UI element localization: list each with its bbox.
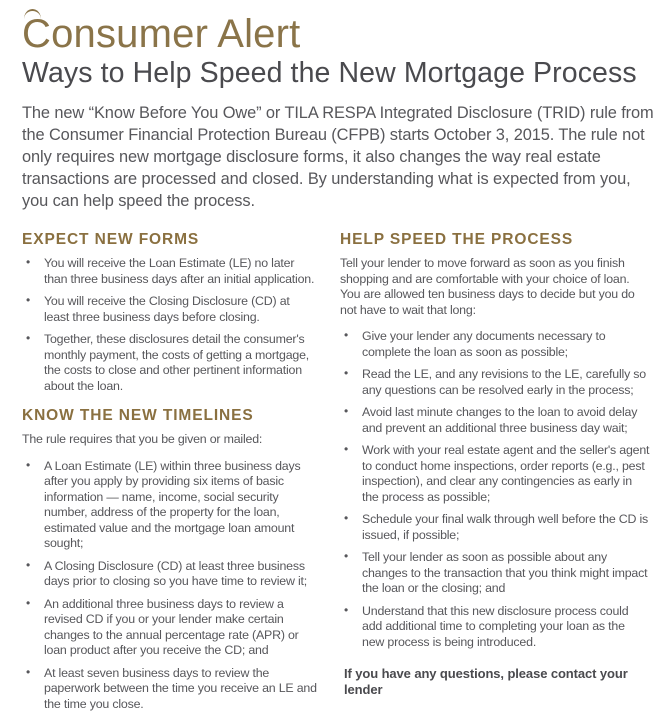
contact-lender-note: If you have any questions, please contact your lender [344, 666, 628, 698]
section-know-the-new-timelines [22, 407, 318, 712]
section-heading: HELP SPEED THE PROCESS [340, 231, 574, 249]
section-help-speed-the-process [340, 231, 650, 698]
bullet-item: • Together, these disclosures detail the consumer's monthly payment, the costs of getting a mortgage, the costs to close and other pertinent information about the loan. [22, 332, 318, 394]
bullet-item: • Schedule your final walk through well before the CD is issued, if possible; [340, 512, 650, 543]
bullet-item: • An additional three business days to review a revised CD if you or your lender make certain changes to the annual percentage rate (APR) or loan product after you receive the CD; and [22, 597, 318, 659]
right-column [340, 231, 650, 719]
bullet-list [22, 459, 318, 713]
section-heading: EXPECT NEW FORMS [22, 231, 200, 249]
bullet-item: • Avoid last minute changes to the loan to avoid delay and prevent an additional three business day wait; [340, 405, 650, 436]
bullet-item: • Give your lender any documents necessary to complete the loan as soon as possible; [340, 329, 650, 360]
bullet-item: • A Loan Estimate (LE) within three business days after you apply by providing six items of basic information — name, income, social security number, address of the property for the loan, estimated value and the mortgage loan amount sought; [22, 459, 318, 552]
bullet-list [340, 329, 650, 650]
section-heading: KNOW THE NEW TIMELINES [22, 407, 254, 425]
intro-paragraph: The new “Know Before You Owe” or TILA RESPA Integrated Disclosure (TRID) rule from the Consumer Financial Protection Bureau (CFPB) starts October 3, 2015. The rule not only requires new mortgage disclosure forms, it also changes the way real estate transactions are processed and closed. By understanding what is expected from you, you can help speed the process. [22, 104, 654, 211]
two-column-layout [22, 231, 650, 719]
page-subtitle: Ways to Help Speed the New Mortgage Process [22, 57, 637, 89]
section-expect-new-forms [22, 231, 318, 394]
section-intro: The rule requires that you be given or mailed: [22, 432, 263, 447]
bullet-item: • Understand that this new disclosure process could add additional time to completing your loan as the new process is being introduced. [340, 604, 650, 651]
bullet-item: • Work with your real estate agent and the seller's agent to conduct home inspections, order reports (e.g., pest inspection), and clear any contingencies as early in the process as possible; [340, 443, 650, 505]
bullet-item: • At least seven business days to review the paperwork between the time you receive an LE and the time you close. [22, 666, 318, 713]
cropped-logo-arc-icon [24, 9, 41, 19]
page-title: Consumer Alert [22, 12, 301, 56]
bullet-item: • You will receive the Loan Estimate (LE) no later than three business days after an initial application. [22, 256, 318, 287]
bullet-item: • Tell your lender as soon as possible about any changes to the transaction that you think might impact the loan or the closing; and [340, 550, 650, 597]
left-column [22, 231, 318, 719]
bullet-list [22, 256, 318, 394]
bullet-item: • You will receive the Closing Disclosure (CD) at least three business days before closing. [22, 294, 318, 325]
bullet-item: • Read the LE, and any revisions to the LE, carefully so any questions can be resolved early in the process; [340, 367, 650, 398]
bullet-item: • A Closing Disclosure (CD) at least three business days prior to closing so you have time to review it; [22, 559, 318, 590]
section-intro: Tell your lender to move forward as soon as you finish shopping and are comfortable with your choice of loan. You are allowed ten business days to decide but you do not have to wait that long: [340, 256, 635, 317]
